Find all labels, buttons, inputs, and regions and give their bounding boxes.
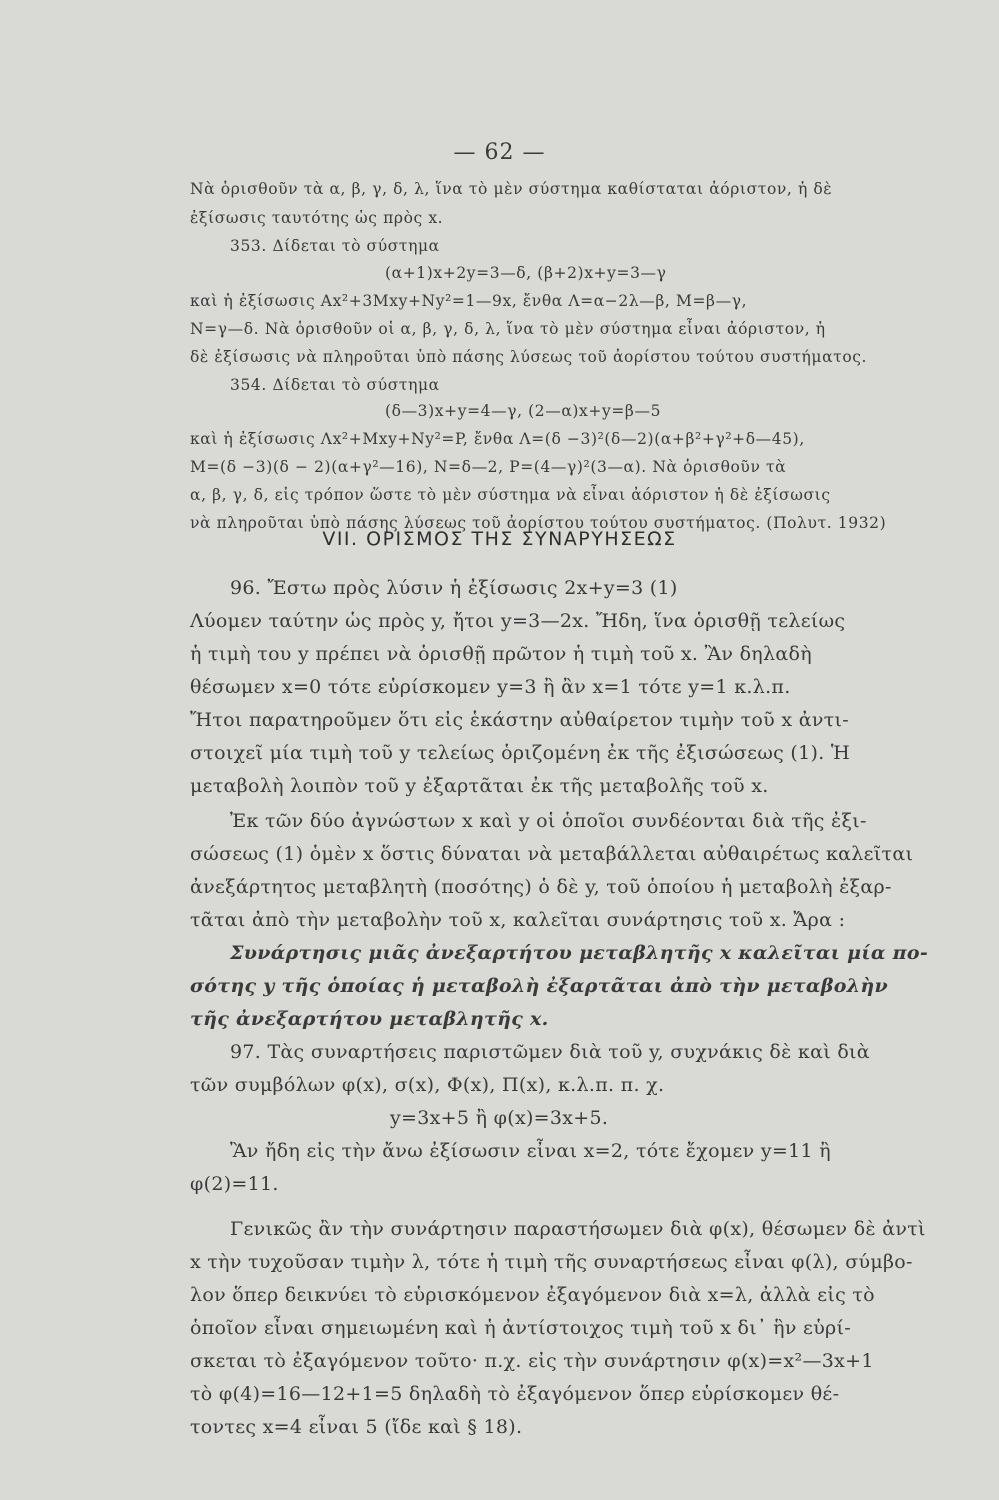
text-line: σώσεως (1) ὁμὲν x ὅστις δύναται νὰ μεταβάλλεται αὐθαιρέτως καλεῖται — [190, 843, 914, 865]
text-line: x τὴν τυχοῦσαν τιμὴν λ, τότε ἡ τιμὴ τῆς συναρτήσεως εἶναι φ(λ), σύμβο- — [190, 1251, 913, 1273]
text-line: ἀνεξάρτητος μεταβλητὴ (ποσότης) ὁ δὲ y, τοῦ ὁποίου ἡ μεταβολὴ ἐξαρ- — [190, 876, 892, 898]
text-line: Ἂν ἤδη εἰς τὴν ἄνω ἐξίσωσιν εἶναι x=2, τότε ἔχομεν y=11 ἢ — [230, 1140, 831, 1162]
definition-line: σότης y τῆς ὁποίας ἡ μεταβολὴ ἐξαρτᾶται ἀπὸ τὴν μεταβολὴν — [190, 975, 888, 997]
text-line: δὲ ἐξίσωσις νὰ πληροῦται ὑπὸ πάσης λύσεως τοῦ ἀορίστου τούτου συστήματος. — [190, 348, 868, 366]
text-line: ὁποῖον εἶναι σημειωμένη καὶ ἡ ἀντίστοιχος τιμὴ τοῦ x δι᾽ ἣν εὑρί- — [190, 1317, 851, 1339]
text-line: καὶ ἡ ἐξίσωσις Λx²+Mxy+Ny²=P, ἔνθα Λ=(δ −3)²(δ—2)(α+β²+γ²+δ—45), — [190, 430, 805, 448]
text-line: ἐξίσωσις ταυτότης ὡς πρὸς x. — [190, 209, 444, 227]
text-line: τᾶται ἀπὸ τὴν μεταβολὴν τοῦ x, καλεῖται συνάρτησις τοῦ x. Ἄρα : — [190, 909, 846, 931]
text-line: Γενικῶς ἂν τὴν συνάρτησιν παραστήσωμεν διὰ φ(x), θέσωμεν δὲ ἀντὶ — [230, 1218, 926, 1240]
equation-line: (δ—3)x+y=4—γ, (2—α)x+y=β—5 — [385, 402, 662, 420]
text-line: σκεται τὸ ἐξαγόμενον τοῦτο· π.χ. εἰς τὴν συνάρτησιν φ(x)=x²—3x+1 — [190, 1350, 874, 1372]
text-line: στοιχεῖ μία τιμὴ τοῦ y τελείως ὁριζομένη ἐκ τῆς ἐξισώσεως (1). Ἡ — [190, 742, 851, 764]
definition-line: Συνάρτησις μιᾶς ἀνεξαρτήτου μεταβλητῆς x καλεῖται μία πο- — [230, 942, 929, 964]
text-line: Νὰ ὁρισθοῦν τὰ α, β, γ, δ, λ, ἵνα τὸ μὲν σύστημα καθίσταται ἀόριστον, ἡ δὲ — [190, 180, 833, 198]
text-line: Ἐκ τῶν δύο ἀγνώστων x καὶ y οἱ ὁποῖοι συνδέονται διὰ τῆς ἐξι- — [230, 810, 867, 832]
text-line: λον ὅπερ δεικνύει τὸ εὑρισκόμενον ἐξαγόμενον διὰ x=λ, ἀλλὰ εἰς τὸ — [190, 1284, 875, 1306]
definition-line: τῆς ἀνεξαρτήτου μεταβλητῆς x. — [190, 1008, 549, 1030]
text-line: τοντες x=4 εἶναι 5 (ἴδε καὶ § 18). — [190, 1416, 523, 1438]
text-line: φ(2)=11. — [190, 1173, 279, 1195]
paragraph-96-line: 96. Ἔστω πρὸς λύσιν ἡ ἐξίσωσις 2x+y=3 (1) — [230, 577, 678, 599]
text-line: N=γ—δ. Νὰ ὁρισθοῦν οἱ α, β, γ, δ, λ, ἵνα τὸ μὲν σύστημα εἶναι ἀόριστον, ἡ — [190, 320, 826, 338]
text-line: καὶ ἡ ἐξίσωσις Ax²+3Mxy+Ny²=1—9x, ἔνθα Λ=α−2λ—β, M=β—γ, — [190, 292, 748, 310]
text-line: ἡ τιμὴ του y πρέπει νὰ ὁρισθῇ πρῶτον ἡ τιμὴ τοῦ x. Ἂν δηλαδὴ — [190, 643, 812, 665]
equation-line: y=3x+5 ἢ φ(x)=3x+5. — [390, 1107, 609, 1129]
text-line: θέσωμεν x=0 τότε εὑρίσκομεν y=3 ἢ ἂν x=1 τότε y=1 κ.λ.π. — [190, 676, 791, 698]
paragraph-97-line: 97. Τὰς συναρτήσεις παριστῶμεν διὰ τοῦ y, συχνάκις δὲ καὶ διὰ — [230, 1041, 870, 1063]
equation-line: (α+1)x+2y=3—δ, (β+2)x+y=3—γ — [385, 264, 667, 282]
section-heading: VII. ΟΡΙΣΜΟΣ ΤΗΣ ΣΥΝΑΡΥΗΣΕΩΣ — [322, 528, 677, 550]
text-line: μεταβολὴ λοιπὸν τοῦ y ἐξαρτᾶται ἐκ τῆς μεταβολῆς τοῦ x. — [190, 775, 769, 797]
text-line: Λύομεν ταύτην ὡς πρὸς y, ἤτοι y=3—2x. Ἤδη, ἵνα ὁρισθῇ τελείως — [190, 610, 846, 632]
text-line: M=(δ −3)(δ − 2)(α+γ²—16), N=δ—2, P=(4—γ)²(3—α). Νὰ ὁρισθοῦν τὰ — [190, 458, 787, 476]
text-line: Ἤτοι παρατηροῦμεν ὅτι εἰς ἑκάστην αὐθαίρετον τιμὴν τοῦ x ἀντι- — [190, 709, 849, 731]
text-line: νὰ πληροῦται ὑπὸ πάσης λύσεως τοῦ ἀορίστου τούτου συστήματος. (Πολυτ. 1932) — [190, 514, 887, 532]
text-line: α, β, γ, δ, εἰς τρόπον ὥστε τὸ μὲν σύστημα νὰ εἶναι ἀόριστον ἡ δὲ ἐξίσωσις — [190, 486, 831, 504]
text-line: τῶν συμβόλων φ(x), σ(x), Φ(x), Π(x), κ.λ.π. π. χ. — [190, 1074, 665, 1096]
exercise-354-line: 354. Δίδεται τὸ σύστημα — [230, 376, 440, 394]
page-number: — 62 — — [453, 140, 546, 165]
exercise-353-line: 353. Δίδεται τὸ σύστημα — [230, 237, 440, 255]
text-line: τὸ φ(4)=16—12+1=5 δηλαδὴ τὸ ἐξαγόμενον ὅπερ εὑρίσκομεν θέ- — [190, 1383, 840, 1405]
